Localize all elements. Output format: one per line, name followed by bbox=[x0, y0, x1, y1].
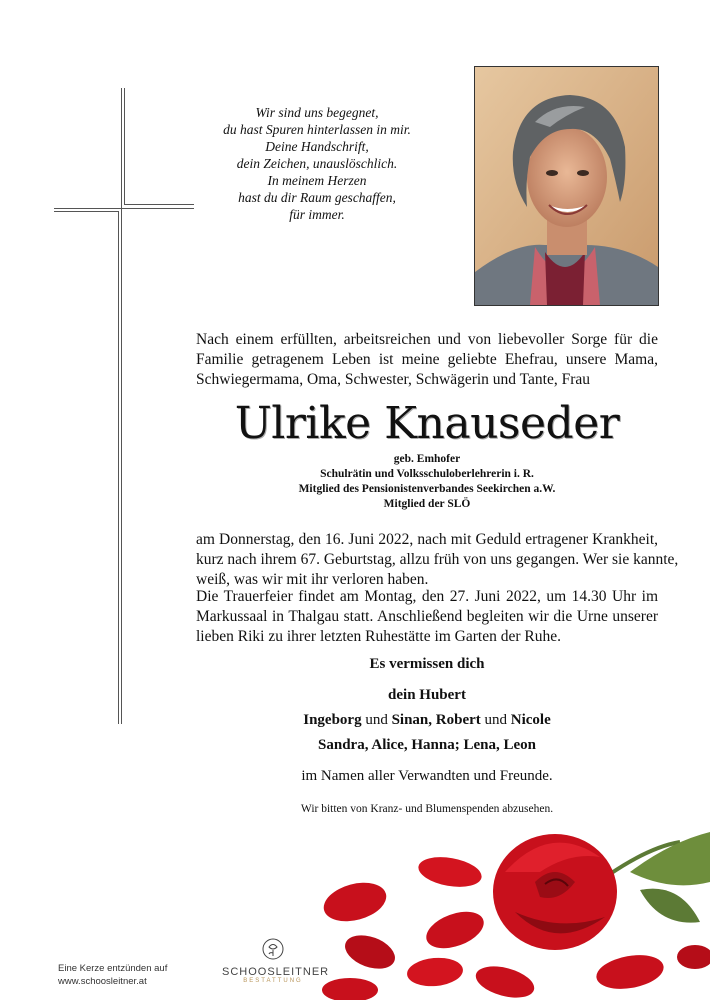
mourner-name: Sinan, Robert bbox=[391, 712, 481, 728]
paragraph-line: Die Trauerfeier findet am Montag, den 27. Juni 2022, um 14.30 Uhr im bbox=[196, 588, 658, 605]
donation-note: Wir bitten von Kranz- und Blumenspenden abzusehen. bbox=[300, 803, 554, 815]
rose-logo-icon bbox=[262, 938, 284, 960]
leaf bbox=[640, 889, 700, 923]
poem-line: du hast Spuren hinterlassen in mir. bbox=[223, 122, 411, 137]
poem-line: Wir sind uns begegnet, bbox=[255, 105, 379, 120]
paragraph-line: weiß, was wir mit ihr verloren haben. bbox=[196, 571, 429, 588]
petal bbox=[319, 876, 390, 927]
petal bbox=[472, 961, 537, 1000]
conjunction: und bbox=[361, 712, 392, 728]
mourner-name: Ingeborg bbox=[303, 712, 362, 728]
poem-line: dein Zeichen, unauslöschlich. bbox=[236, 156, 398, 171]
portrait-photo bbox=[474, 66, 659, 306]
deceased-titles bbox=[196, 452, 658, 512]
conjunction: und bbox=[480, 712, 511, 728]
mourner-name: Nicole bbox=[510, 712, 551, 728]
intro-text bbox=[196, 330, 658, 390]
petal bbox=[406, 956, 464, 989]
intro-line: Familie getragenem Leben ist meine geliebte Ehefrau, unsere Mama, bbox=[196, 351, 658, 368]
mourners-relatives: im Namen aller Verwandten und Freunde. bbox=[301, 768, 553, 784]
candle-link[interactable] bbox=[58, 962, 167, 988]
mourners-heading: Es vermissen dich bbox=[369, 656, 485, 672]
intro-line: Schwiegermama, Oma, Schwester, Schwägerin und Tante, Frau bbox=[196, 371, 591, 388]
rose-illustration bbox=[300, 812, 710, 1000]
candle-text: Eine Kerze entzünden auf bbox=[58, 963, 168, 974]
poem bbox=[200, 104, 434, 223]
death-paragraph bbox=[196, 530, 679, 590]
intro-line: Nach einem erfüllten, arbeitsreichen und von liebevoller Sorge für die bbox=[196, 331, 658, 348]
website-link[interactable]: www.schoosleitner.at bbox=[58, 976, 147, 987]
logo-name: SCHOOSLEITNER bbox=[222, 966, 330, 978]
petal bbox=[677, 945, 710, 969]
petal bbox=[322, 978, 378, 1000]
poem-line: hast du dir Raum geschaffen, bbox=[238, 190, 396, 205]
logo-subtitle: BESTATTUNG bbox=[243, 978, 303, 984]
poem-line: Deine Handschrift, bbox=[265, 139, 369, 154]
petal bbox=[594, 950, 667, 993]
petal bbox=[421, 905, 488, 956]
poem-line: In meinem Herzen bbox=[267, 173, 367, 188]
funeral-home-logo bbox=[222, 938, 330, 984]
poem-line: für immer. bbox=[289, 207, 345, 222]
title-line: Schulrätin und Volksschuloberlehrerin i. R. bbox=[320, 468, 534, 480]
mourners-children bbox=[196, 712, 658, 729]
mourner-husband: dein Hubert bbox=[388, 687, 466, 703]
leaf bbox=[630, 832, 710, 885]
paragraph-line: Markussaal in Thalgau statt. Anschließend begleiten wir die Urne unserer bbox=[196, 608, 658, 625]
mourners-grandchildren: Sandra, Alice, Hanna; Lena, Leon bbox=[318, 737, 536, 753]
deceased-name: Ulrike Knauseder bbox=[234, 398, 620, 449]
petal bbox=[340, 929, 399, 975]
paragraph-line: kurz nach ihrem 67. Geburtstag, allzu früh von uns gegangen. Wer sie kannte, bbox=[196, 551, 679, 568]
paragraph-line: am Donnerstag, den 16. Juni 2022, nach mit Geduld ertragener Krankheit, bbox=[196, 531, 658, 548]
title-line: Mitglied der SLÖ bbox=[383, 498, 471, 510]
title-line: Mitglied des Pensionistenverbandes Seekirchen a.W. bbox=[298, 483, 556, 495]
funeral-paragraph bbox=[196, 587, 658, 647]
petal bbox=[416, 853, 484, 892]
title-line: geb. Emhofer bbox=[393, 453, 461, 465]
paragraph-line: lieben Riki zu ihrer letzten Ruhestätte im Garten der Ruhe. bbox=[196, 628, 561, 645]
